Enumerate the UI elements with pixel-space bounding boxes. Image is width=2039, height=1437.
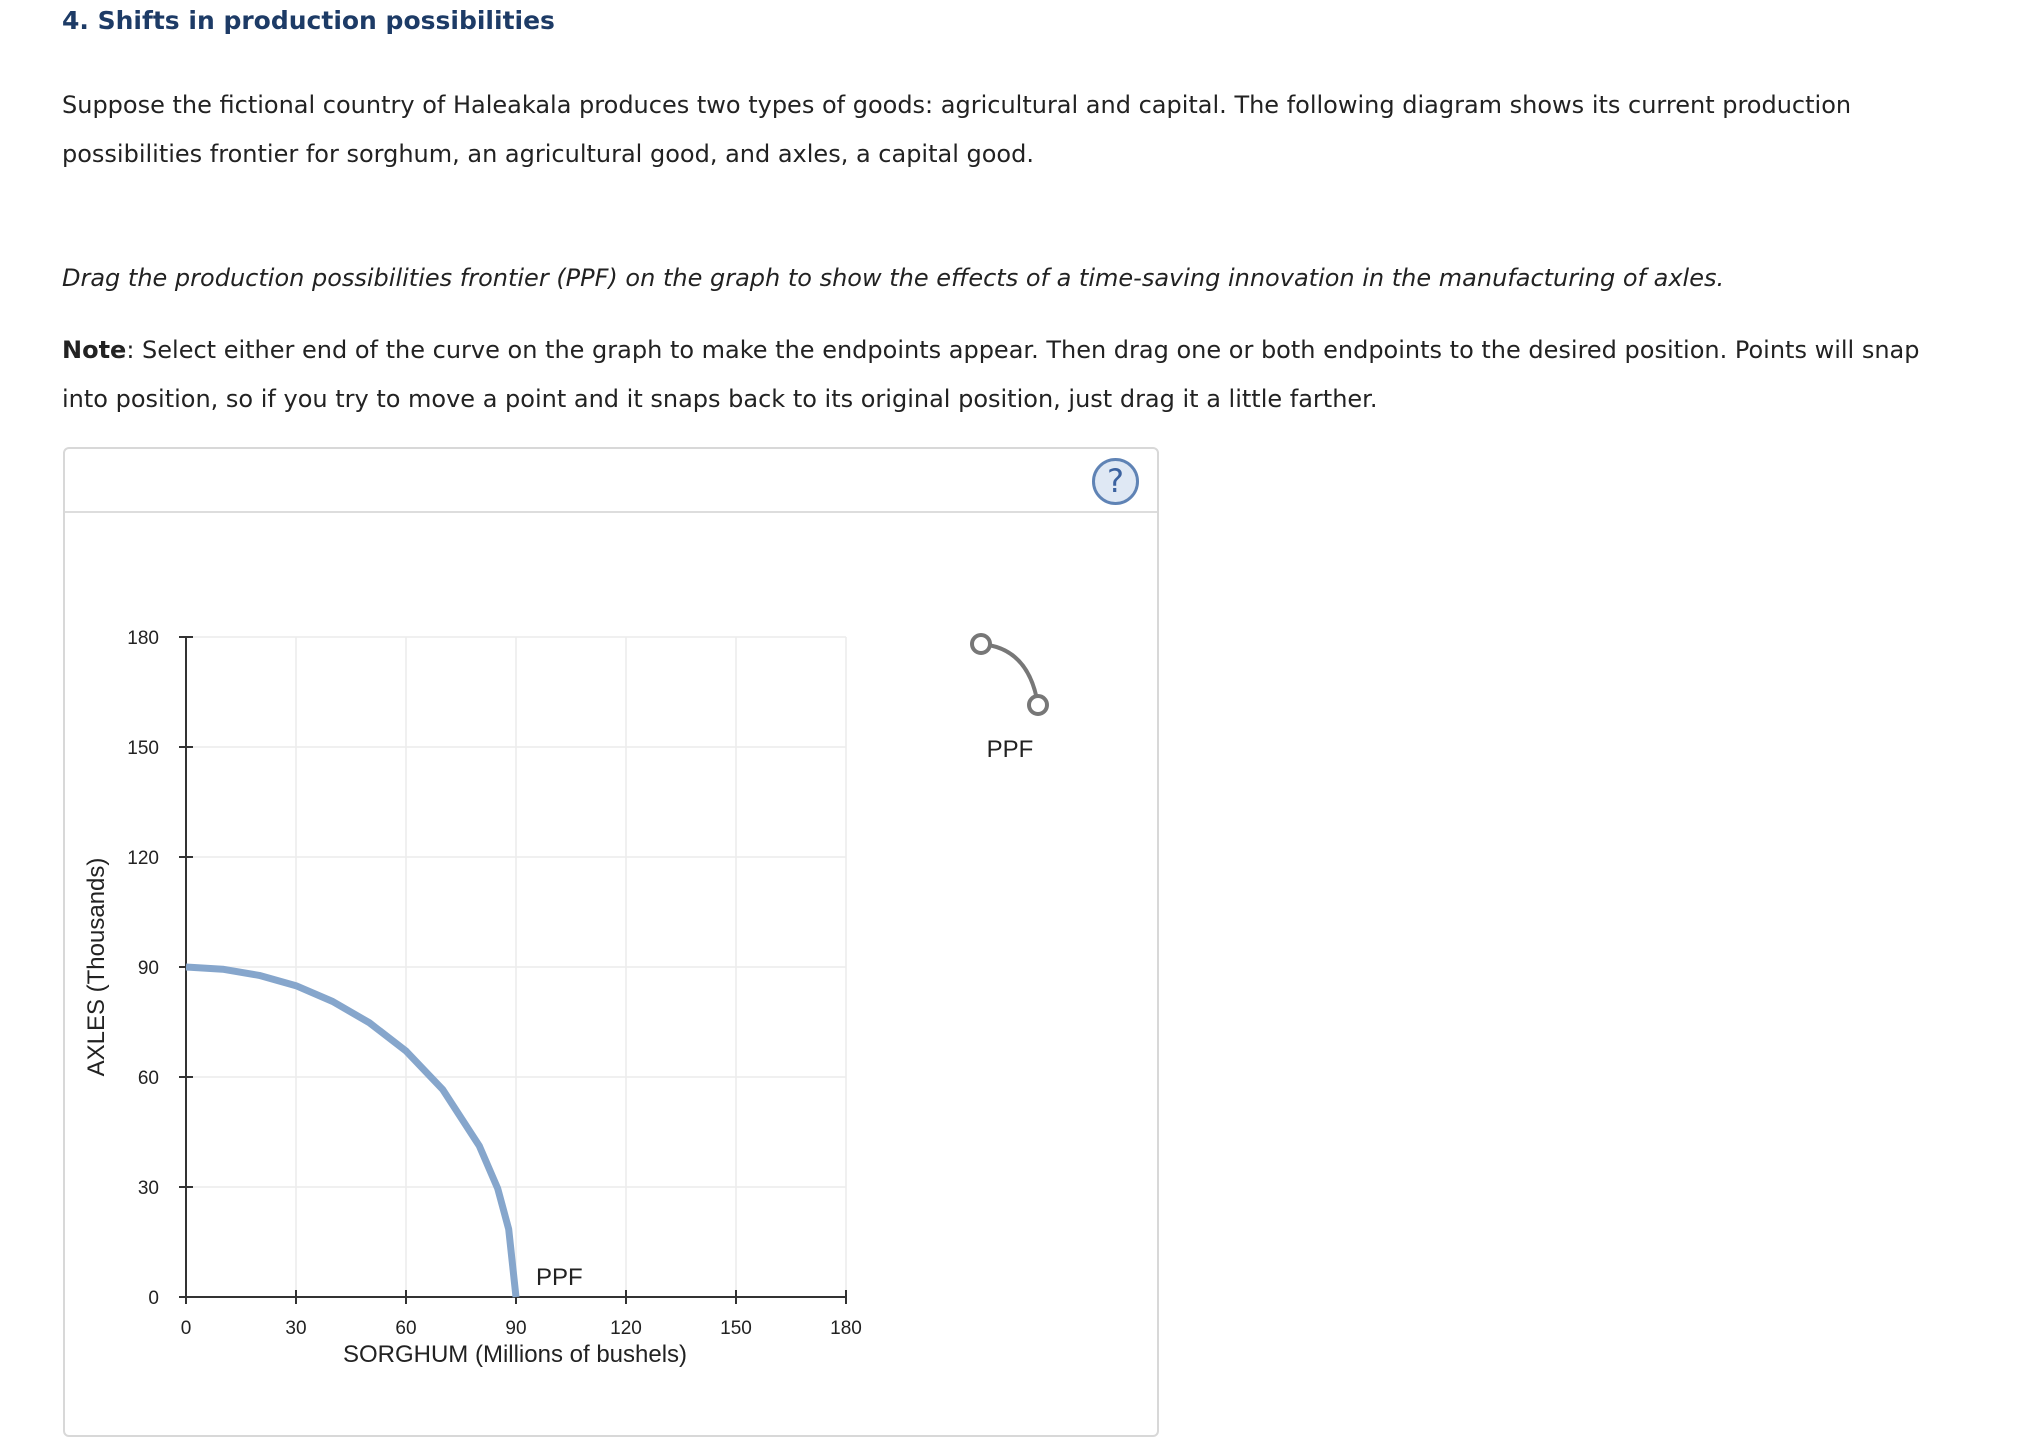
series[interactable]	[183, 964, 583, 1300]
x-tick-label: 180	[830, 1318, 862, 1339]
axes	[179, 637, 846, 1304]
question-paragraph: Suppose the fictional country of Haleakala produces two types of goods: agricultural and capital. The following diagram shows its current production possibilities frontier for sorghum, an agricultural good, and axles, a capital good.	[62, 91, 1852, 168]
x-tick-label: 30	[285, 1318, 307, 1339]
ppf-curve-point	[330, 998, 336, 1004]
ppf-curve-point	[366, 1020, 372, 1026]
ppf-curve-point	[476, 1143, 482, 1149]
curve-with-endpoints-icon[interactable]	[981, 644, 1038, 705]
ppf-tool-label[interactable]: PPF	[986, 736, 1034, 763]
y-tick-label: 0	[148, 1288, 159, 1309]
ppf-curve-label: PPF	[536, 1264, 583, 1291]
ppf-curve-point	[506, 1226, 512, 1232]
ppf-curve-point	[220, 966, 226, 972]
y-axis-label: AXLES (Thousands)	[83, 857, 110, 1077]
grid	[186, 637, 846, 1297]
note-label: Note	[62, 336, 127, 364]
x-tick-label: 0	[180, 1318, 192, 1339]
y-tick-label: 30	[137, 1178, 159, 1199]
question-title: 4. Shifts in production possibilities	[62, 6, 555, 35]
ppf-curve-point	[403, 1048, 409, 1054]
tool-endpoint-start[interactable]	[972, 635, 990, 653]
x-tick-label: 120	[610, 1318, 642, 1339]
ppf-curve-point	[495, 1185, 501, 1191]
y-tick-label: 180	[127, 628, 159, 649]
question-instruction: Drag the production possibilities frontier (PPF) on the graph to show the effects of a time-saving innovation in the manufacturing of axles.	[62, 264, 1725, 292]
y-tick-label: 150	[127, 738, 159, 759]
help-button[interactable]: ?	[1092, 458, 1139, 505]
ppf-curve-point	[256, 972, 262, 978]
y-tick-label: 90	[137, 958, 159, 979]
ppf-curve[interactable]	[186, 967, 516, 1297]
ppf-curve-point	[440, 1086, 446, 1092]
y-tick-label: 60	[137, 1068, 159, 1089]
x-tick-label: 60	[395, 1318, 417, 1339]
y-tick-label: 120	[127, 848, 159, 869]
ppf-tool[interactable]	[972, 635, 1047, 763]
x-tick-label: 150	[720, 1318, 752, 1339]
ppf-curve-point	[183, 964, 189, 970]
note-text: : Select either end of the curve on the graph to make the endpoints appear. Then drag one or both endpoints to the desired position. Points will snap into position, so if you try to move a point and it snaps back to its original position, just drag it a little farther.	[62, 336, 1920, 413]
tool-endpoint-end[interactable]	[1029, 696, 1047, 714]
x-tick-label: 90	[505, 1318, 527, 1339]
ppf-curve-point	[513, 1294, 519, 1300]
x-axis-label: SORGHUM (Millions of bushels)	[342, 1341, 688, 1368]
ppf-curve-point	[293, 983, 299, 989]
tick-labels	[127, 628, 862, 1339]
